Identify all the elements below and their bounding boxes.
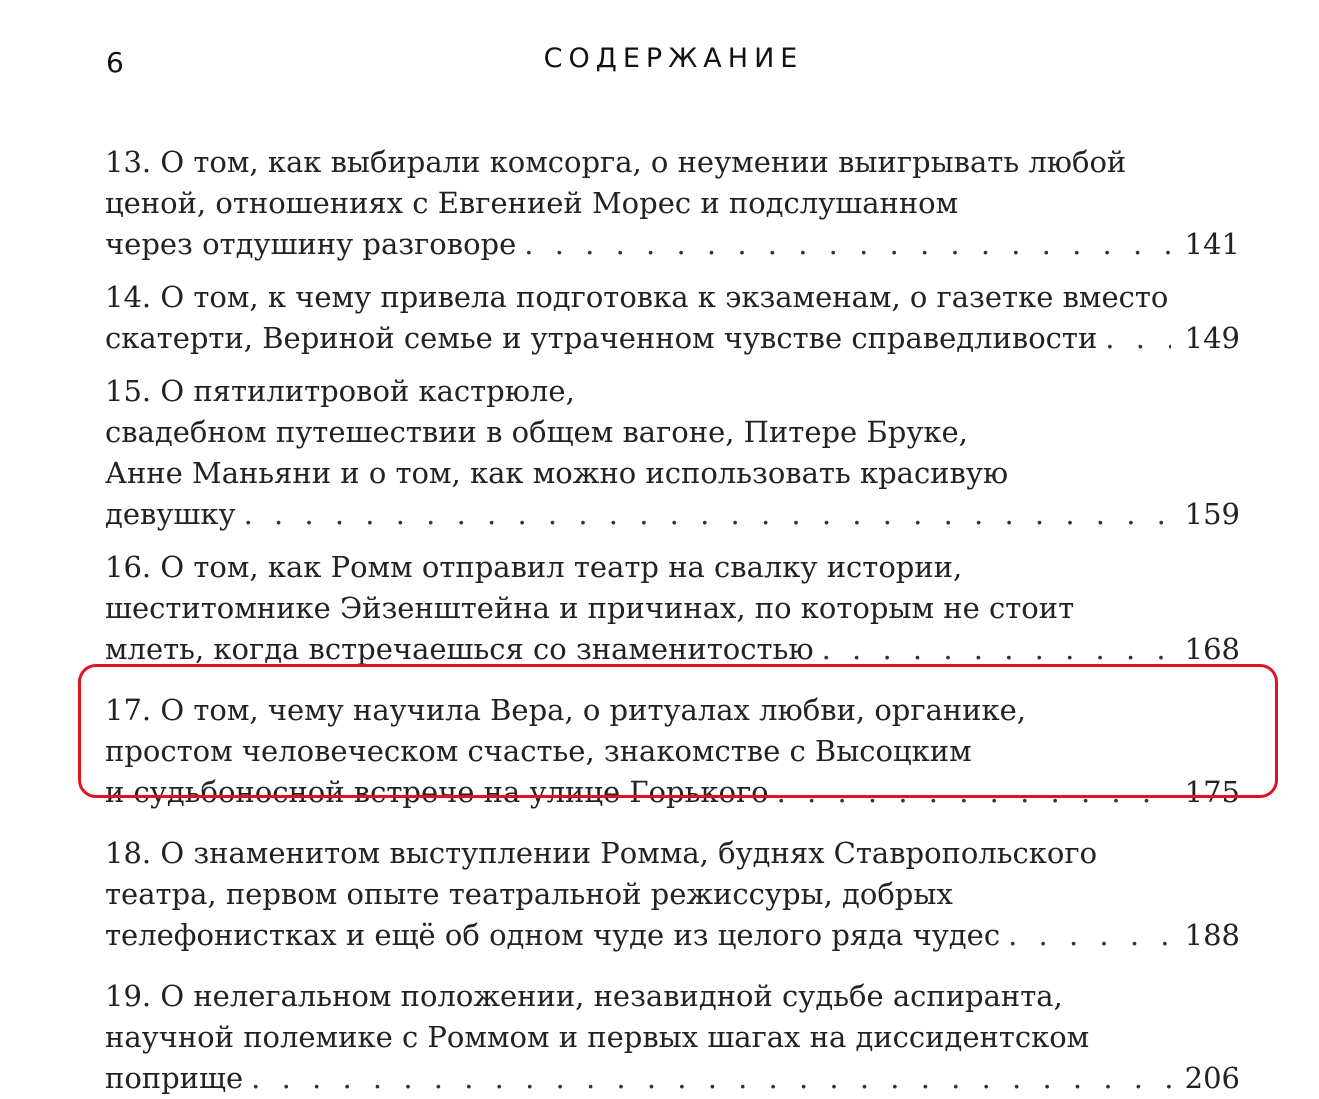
toc-page-number: 159	[1184, 497, 1240, 531]
toc-entry-line: и судьбоносной встрече на улице Горького	[105, 775, 769, 809]
dot-leader	[1105, 318, 1170, 359]
toc-entry-line: шеститомнике Эйзенштейна и причинах, по которым не стоит	[105, 591, 1075, 625]
toc-entry-13[interactable]	[105, 142, 1240, 265]
toc-entry-16[interactable]	[105, 547, 1240, 670]
toc-entry-line: телефонистках и ещё об одном чуде из целого ряда чудес	[105, 918, 1001, 952]
toc-page-number: 149	[1184, 321, 1240, 355]
toc-entry-line: 19. О нелегальном положении, незавидной судьбе аспиранта,	[105, 979, 1063, 1013]
dot-leader	[822, 629, 1171, 670]
toc-page-number: 141	[1184, 227, 1240, 261]
page-number: 6	[106, 46, 124, 79]
toc-page-number: 168	[1184, 632, 1240, 666]
toc-entry-17[interactable]	[105, 690, 1240, 813]
toc-entry-line: девушку	[105, 497, 236, 531]
toc-entry-line: простом человеческом счастье, знакомстве с Высоцким	[105, 734, 972, 768]
toc-entry-line: 13. О том, как выбирали комсорга, о неумении выигрывать любой	[105, 145, 1127, 179]
toc-entry-line: Анне Маньяни и о том, как можно использовать красивую	[105, 456, 1009, 490]
toc-entry-line: 16. О том, как Ромм отправил театр на свалку истории,	[105, 550, 963, 584]
toc-entry-line: 15. О пятилитровой кастрюле,	[105, 374, 575, 408]
toc-entry-14[interactable]	[105, 277, 1240, 359]
table-of-contents	[105, 142, 1240, 1099]
dot-leader	[1008, 915, 1171, 956]
toc-entry-18[interactable]	[105, 833, 1240, 956]
dot-leader	[524, 224, 1170, 265]
toc-entry-line: свадебном путешествии в общем вагоне, Питере Бруке,	[105, 415, 968, 449]
toc-entry-line: ценой, отношениях с Евгенией Морес и подслушанном	[105, 186, 959, 220]
dot-leader	[251, 1058, 1171, 1099]
toc-entry-line: научной полемике с Роммом и первых шагах на диссидентском	[105, 1020, 1090, 1054]
toc-entry-line: театра, первом опыте театральной режиссуры, добрых	[105, 877, 953, 911]
dot-leader	[244, 494, 1171, 535]
toc-entry-19[interactable]	[105, 976, 1240, 1099]
toc-entry-line: 17. О том, чему научила Вера, о ритуалах любви, органике,	[105, 693, 1027, 727]
toc-entry-line: 14. О том, к чему привела подготовка к экзаменам, о газетке вместо	[105, 280, 1169, 314]
toc-entry-15[interactable]	[105, 371, 1240, 535]
toc-entry-line: 18. О знаменитом выступлении Ромма, буднях Ставропольского	[105, 836, 1098, 870]
toc-entry-line: поприще	[105, 1061, 244, 1095]
toc-entry-line: скатерти, Вериной семье и утраченном чувстве справедливости	[105, 321, 1098, 355]
toc-page-number: 206	[1184, 1061, 1240, 1095]
toc-page-number: 188	[1184, 918, 1240, 952]
toc-page-number: 175	[1184, 775, 1240, 809]
toc-entry-line: через отдушину разговоре	[105, 227, 517, 261]
toc-entry-line: млеть, когда встречаешься со знаменитостью	[105, 632, 814, 666]
dot-leader	[777, 772, 1171, 813]
page-title: СОДЕРЖАНИЕ	[543, 43, 804, 74]
